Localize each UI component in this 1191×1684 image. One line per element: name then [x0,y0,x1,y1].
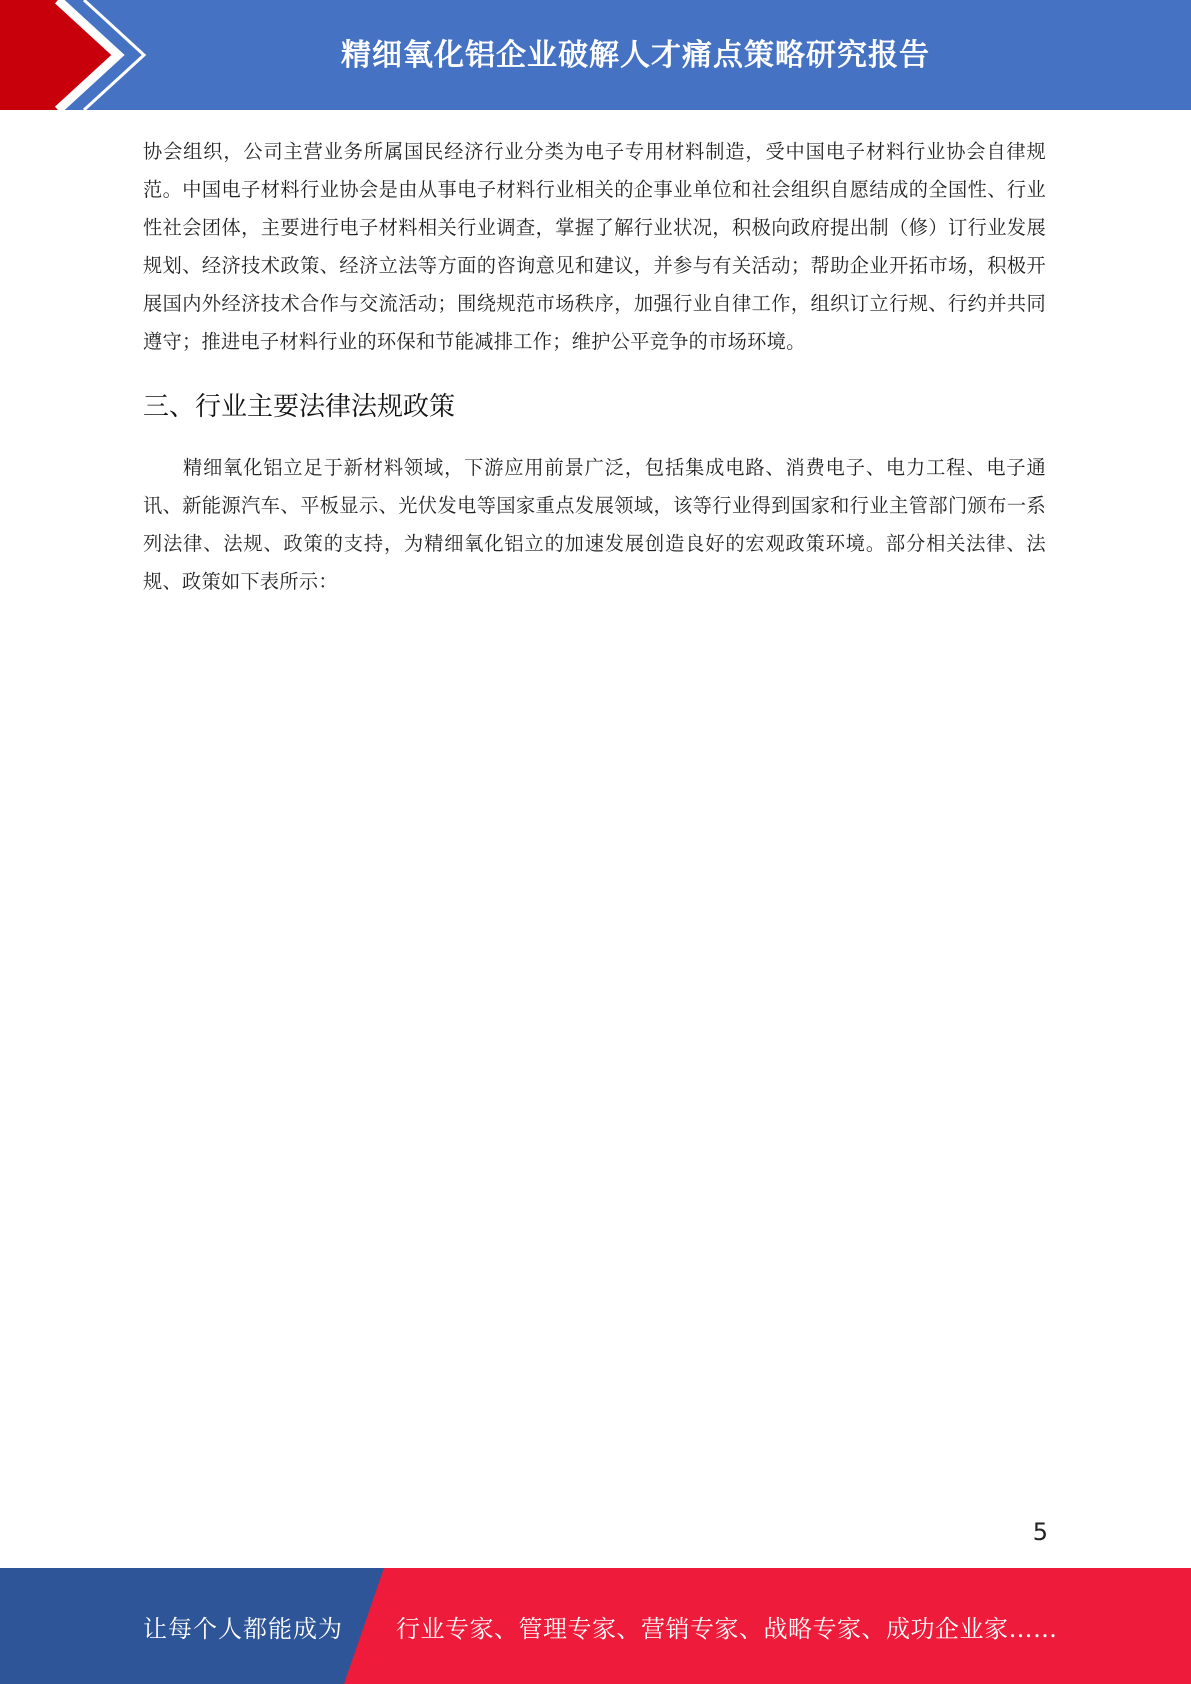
document-title: 精细氧化铝企业破解人才痛点策略研究报告 [341,38,930,73]
footer-slogan-right: 行业专家、管理专家、营销专家、战略专家、成功企业家…… [396,1614,1058,1643]
section-heading: 三、行业主要法律法规政策 [143,392,456,422]
main-content [143,133,1046,601]
footer-banner [0,1568,1191,1684]
body-paragraph-1: 协会组织，公司主营业务所属国民经济行业分类为电子专用材料制造，受中国电子材料行业协会自律规范。中国电子材料行业协会是由从事电子材料行业相关的企事业单位和社会组织自愿结成的全国性、行业性社会团体，主要进行电子材料相关行业调查，掌握了解行业状况，积极向政府提出制（修）订行业发展规划、经济技术政策、经济立法等方面的咨询意见和建议，并参与有关活动；帮助企业开拓市场，积极开展国内外经济技术合作与交流活动；围绕规范市场秩序，加强行业自律工作，组织订立行规、行约并共同遵守；推进电子材料行业的环保和节能减排工作；维护公平竞争的市场环境。 [143,140,1046,353]
body-paragraph-2: 精细氧化铝立足于新材料领域，下游应用前景广泛，包括集成电路、消费电子、电力工程、电子通讯、新能源汽车、平板显示、光伏发电等国家重点发展领域，该等行业得到国家和行业主管部门颁布一系列法律、法规、政策的支持，为精细氧化铝立的加速发展创造良好的宏观政策环境。部分相关法律、法规、政策如下表所示： [143,456,1046,593]
header-banner [0,0,1191,110]
page-number: 5 [1032,1518,1048,1546]
footer-slogan-left: 让每个人都能成为 [143,1614,343,1643]
